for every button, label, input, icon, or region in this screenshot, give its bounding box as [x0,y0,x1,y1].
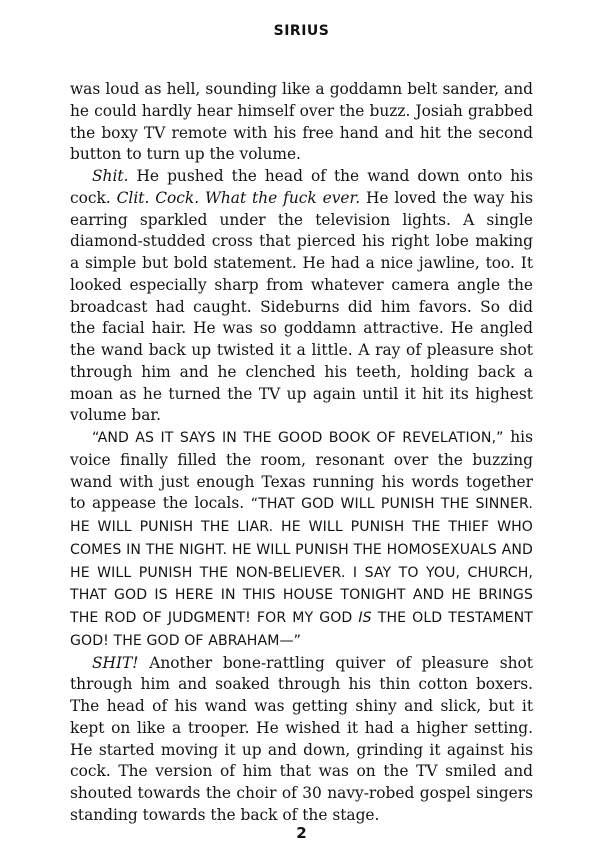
paragraph-3-sermon-italic: IS [358,610,372,626]
page-number: 2 [296,824,307,842]
paragraph-1: was loud as hell, sounding like a goddamn belt sander, and he could hardly hear himself over the buzz. Josiah grabbed the boxy TV remote with his free hand and hit the second button to turn up the volume. [70,80,533,164]
paragraph-2-text-b: He loved the way his earring sparkled under the television lights. A single diamond-studded cross that pierced his right lobe making a simple but bold statement. He had a nice jawline, too. It looked especially sharp from whatever camera angle the broadcast had caught. Sideburns did him favors. So did the facial hair. He was so goddamn attractive. He angled the wand back up twisted it a little. A ray of pleasure shot through him and he clenched his teeth, holding back a moan as he turned the TV up again until it hit its highest volume bar. [70,188,533,425]
paragraph-3-text-a: his voice finally filled the room, resonant over the buzzing wand with just enough Texas running his words together to appease the locals. [70,428,533,513]
paragraph-2-text-a: He pushed the head of the wand down onto his cock. [70,167,533,207]
paragraph-4-text-a: Another bone-rattling quiver of pleasure shot through him and soaked through his thin cotton boxers. The head of his wand was getting shiny and slick, but it kept on like a trooper. He wished it had a higher setting. He started moving it up and down, grinding it against his cock. The version of him that was on the TV smiled and shouted towards the choir of 30 navy-robed gospel singers standing towards the back of the stage. [70,653,533,824]
paragraph-4 [70,653,533,827]
paragraph-3-sermon-b: “THAT GOD WILL PUNISH THE SINNER. HE WILL PUNISH THE LIAR. HE WILL PUNISH THE THIEF WHO COMES IN THE NIGHT. HE WILL PUNISH THE HOMOSEXUALS AND HE WILL PUNISH THE NON-BELIEVER. I SAY TO YOU, CHURCH, THAT GOD IS HERE IN THIS HOUSE TONIGHT AND HE BRINGS THE ROD OF JUDGMENT! FOR MY GOD [70,496,534,626]
paragraph-3-sermon-a: “AND AS IT SAYS IN THE GOOD BOOK OF REVELATION,” [92,430,504,446]
paragraph-2-italic-shit: Shit. [92,167,129,185]
paragraph-3-sermon-c: THE OLD TESTAMENT GOD! THE GOD OF ABRAHAM—” [70,610,534,649]
body-text [70,79,533,827]
running-header: SIRIUS [273,23,330,39]
paragraph-4-italic-shit: SHIT! [92,653,139,672]
paragraph-2 [70,166,533,427]
paragraph-3 [70,427,533,653]
paragraph-2-italic-thought: Clit. Cock. What the fuck ever. [116,188,361,207]
